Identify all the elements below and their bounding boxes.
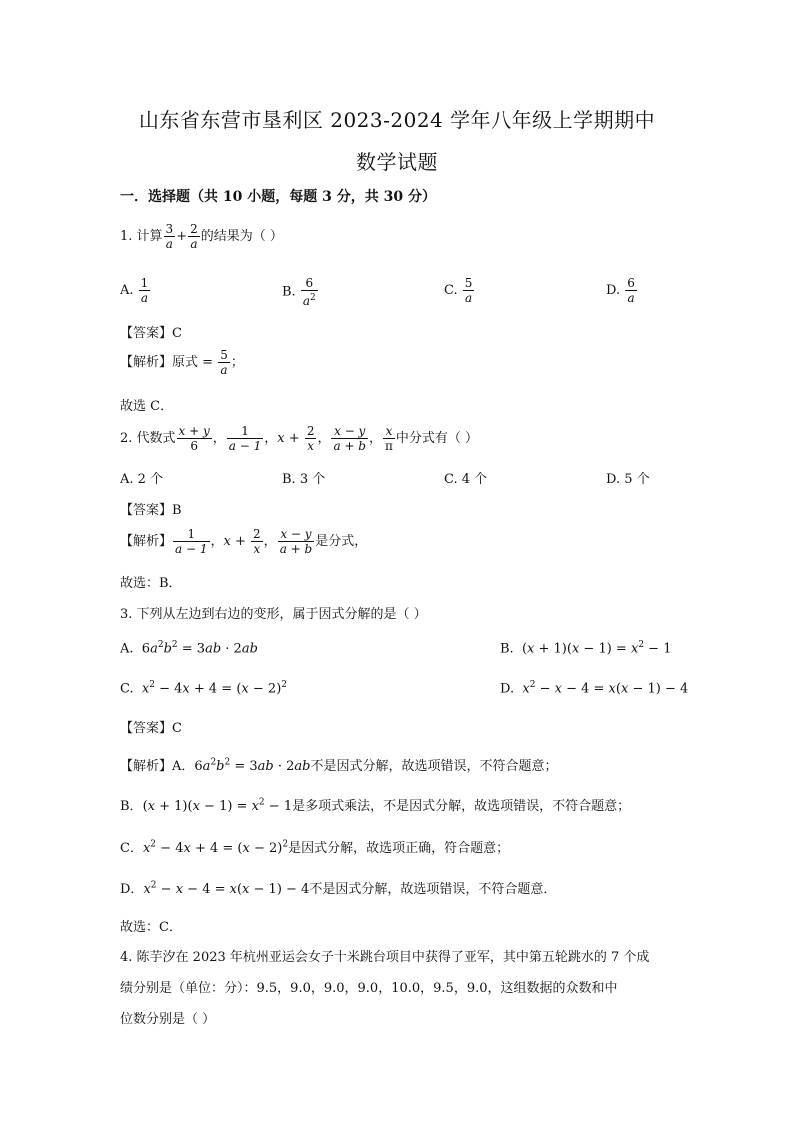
question-3-stem: 3. 下列从左边到右边的变形，属于因式分解的是（ ） [120, 607, 427, 622]
q3-option-c: C. $x^2 - 4x + 4 = (x - 2)^2$ [120, 680, 287, 697]
page-subtitle: 数学试题 [356, 150, 438, 174]
q3-analysis-a: 【解析】A．$6a^2b^2 = 3ab \cdot 2ab$不是因式分解，故选项错误，不符合题意； [120, 757, 558, 774]
q1-option-b: B. $\frac{6}{a^2}$ [282, 276, 316, 308]
q3-analysis-b: B．$(x + 1)(x - 1) = x^2 - 1$是多项式乘法，不是因式分解，故选项错误，不符合题意； [120, 797, 631, 814]
q1-option-d: D. $\frac{6}{a}$ [606, 276, 635, 305]
page-title: 山东省东营市垦利区 2023-2024 学年八年级上学期期中 [138, 108, 656, 132]
q2-answer: 【答案】B [120, 503, 182, 518]
question-4-line-2: 绩分别是（单位：分）：9.5，9.0，9.0，9.0，10.0，9.5，9.0，这组数据的众数和中 [120, 981, 618, 996]
q3-option-a: A. $6a^2b^2 = 3ab \cdot 2ab$ [120, 640, 258, 657]
q1-conclusion: 故选 C． [120, 399, 174, 414]
q3-analysis-d: D．$x^2 - x - 4 = x(x - 1) - 4$不是因式分解，故选项错误，不符合题意． [120, 880, 557, 897]
q1-analysis: 【解析】原式 = $\frac{5}{a}$ ； [120, 348, 244, 377]
q1-option-c: C. $\frac{5}{a}$ [444, 276, 473, 305]
question-4-line-1: 4. 陈芋汐在 2023 年杭州亚运会女子十米跳台项目中获得了亚军，其中第五轮跳水的 7 个成 [120, 950, 650, 965]
question-4-line-3: 位数分别是（ ） [120, 1012, 216, 1027]
q2-option-a: A. 2 个 [120, 472, 164, 487]
q1-option-a: A. $\frac{1}{a}$ [120, 276, 149, 305]
q3-option-b: B. $(x + 1)(x - 1) = x^2 - 1$ [500, 640, 672, 657]
q2-conclusion: 故选：B． [120, 576, 182, 591]
q2-option-d: D. 5 个 [606, 472, 650, 487]
q2-option-c: C. 4 个 [444, 472, 488, 487]
q3-analysis-c: C．$x^2 - 4x + 4 = (x - 2)^2$是因式分解，故选项正确，符合题意； [120, 839, 510, 856]
q3-option-d: D. $x^2 - x - 4 = x(x - 1) - 4$ [500, 680, 689, 697]
section-heading: 一．选择题（共 10 小题，每题 3 分，共 30 分） [120, 189, 436, 205]
q2-option-b: B. 3 个 [282, 472, 326, 487]
question-1-stem: 1. 计算 $\frac{3}{a}$ + $\frac{2}{a}$ 的结果为（ ） [120, 222, 283, 251]
q2-analysis: 【解析】 $\frac{1}{a - 1}$ ，x + $\frac{2}{x}$ ， $\frac{x - y}{a + b}$ 是分式， [120, 527, 368, 556]
q3-conclusion: 故选：C． [120, 920, 182, 935]
q1-answer: 【答案】C [120, 326, 182, 341]
question-2-stem: 2. 代数式 $\frac{x + y}{6}$ ， $\frac{1}{a - 1}$ ，x + $\frac{2}{x}$ ， $\frac{x - y}{a + b}$ ， $\frac{x}{\pi}$ 中分式有（ ） [120, 424, 479, 453]
q3-answer: 【答案】C [120, 721, 182, 736]
